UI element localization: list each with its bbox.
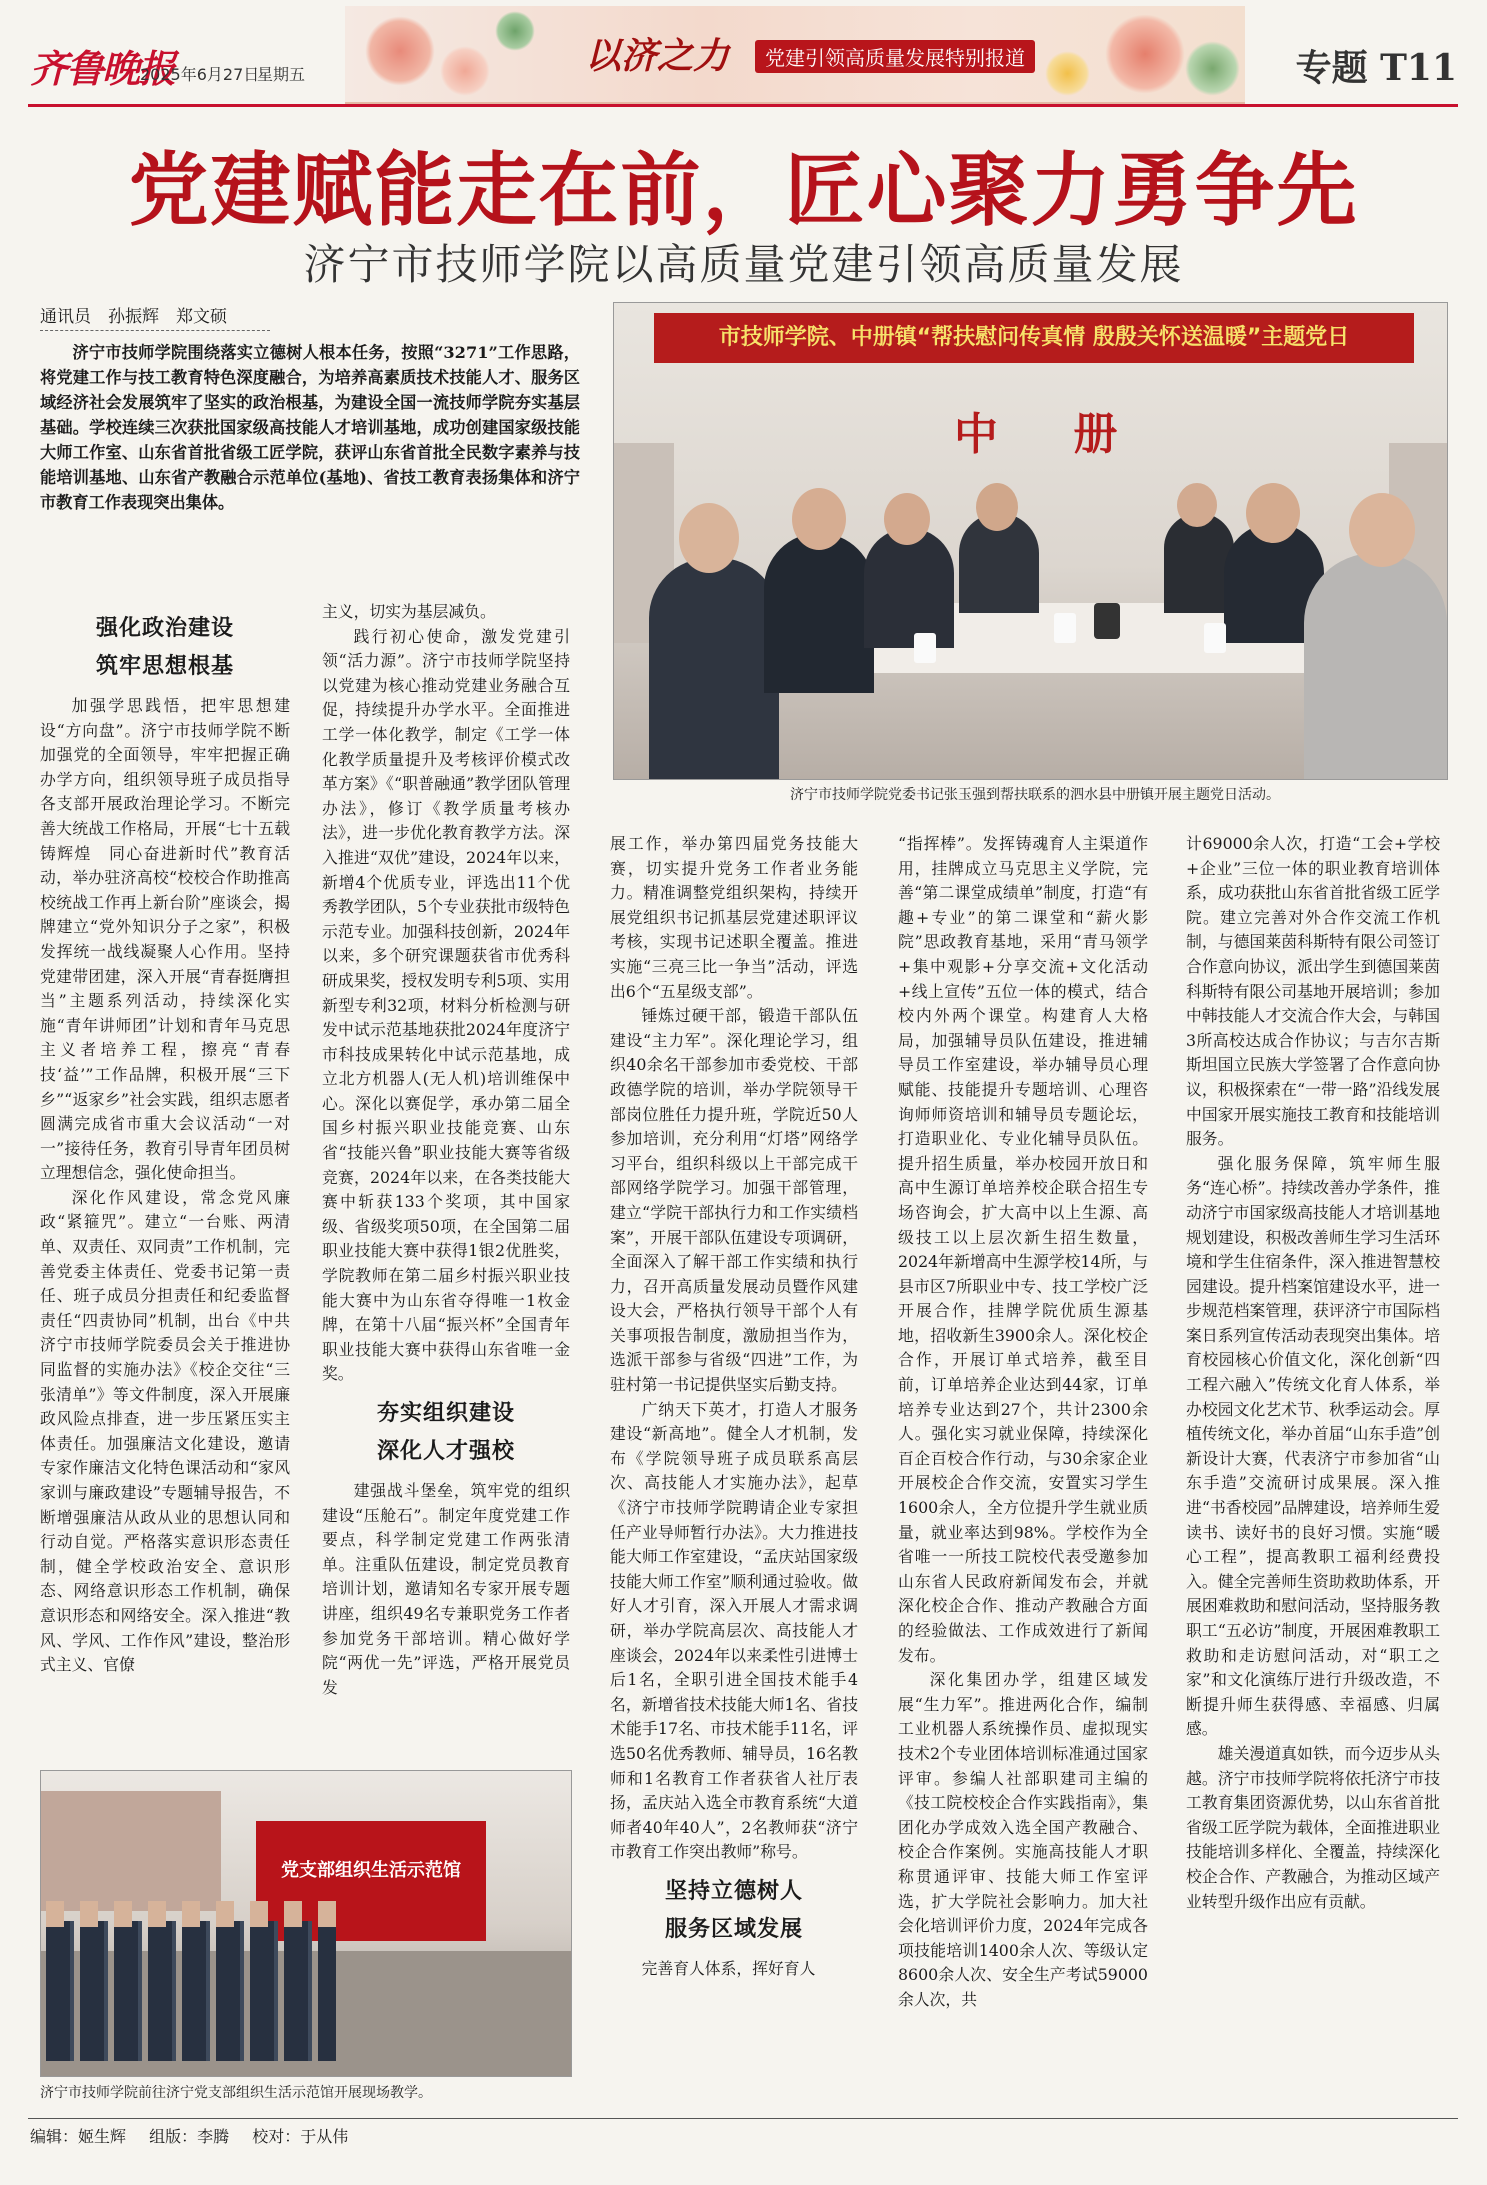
paragraph: 建强战斗堡垒，筑牢党的组织建设“压舱石”。制定年度党建工作要点，科学制定党建工作两张清单。注重队伍建设，制定党员教育培训计划，邀请知名专家开展专题讲座，组织49名专兼职党务工作者参加党务干部培训。精心做好学院“两优一先”评选，严格开展党员发 [322,1481,570,1697]
section-tag: 专题 T11 [1295,47,1457,89]
headline: 党建赋能走在前，匠心聚力勇争先 [128,143,1359,237]
paragraph: 展工作，举办第四届党务技能大赛，切实提升党务工作者业务能力。精准调整党组织架构，持续开展党组织书记抓基层党建述职评议考核，实现书记述职全覆盖。推进实施“三亮三比一争当”活动，评选出6个“五星级支部”。 [610,834,858,1001]
paragraph: 深化集团办学，组建区域发展“生力军”。推进两化合作，编制工业机器人系统操作员、虚拟现实技术2个专业团体培训标准通过国家评审。参编人社部职建司主编的《技工院校校企合作实践指南》，集团化办学成效入选全国产教融合、校企合作案例。实施高技能人才职称贯通评审、技能大师工作室评选，扩大学院社会影响力。加大社会化培训评价力度，2024年完成各项技能培训1400余人次、等级认定8600余人次、安全生产考试59000余人次，共 [898,1670,1148,2009]
paragraph: 完善育人体系，挥好育人 [641,1958,816,1978]
article-column-3 [610,832,858,1982]
exhibit-sign: 党支部组织生活示范馆 [281,1860,461,1881]
photo2-caption: 济宁市技师学院前往济宁党支部组织生活示范馆开展现场教学。 [40,2085,432,2101]
paragraph: 锤炼过硬干部，锻造干部队伍建设“主力军”。深化理论学习，组织40余名干部参加市委党校、干部政德学院的培训，举办学院领导干部岗位胜任力提升班，学院近50人参加培训，充分利用“灯塔”网络学习平台，组织科级以上干部完成干部网络学院学习。加强干部管理，建立“学院干部执行力和工作实绩档案”，开展干部队伍建设专项调研，全面深入了解干部工作实绩和执行力，召开高质量发展动员暨作风建设大会，严格执行领导干部个人有关事项报告制度，激励担当作为，选派干部参与省级“四进”工作，为驻村第一书记提供坚实后勤支持。 [610,1006,858,1395]
lead-paragraph: 济宁市技师学院围绕落实立德树人根本任务，按照“3271”工作思路，将党建工作与技工教育特色深度融合，为培养高素质技术技能人才、服务区域经济社会发展筑牢了坚实的政治根基，为建设全国一流技师学院夯实基层基础。学校连续三次获批国家级高技能人才培训基地，成功创建国家级技能大师工作室、山东省首批省级工匠学院，获评山东省首批全民数字素养与技能培训基地、山东省产教融合示范单位(基地)、省技工教育表扬集体和济宁市教育工作表现突出集体。 [40,343,580,512]
meeting-banner: 市技师学院、中册镇“帮扶慰问传真情 殷殷关怀送温暖”主题党日 [654,313,1414,363]
banner-subtitle: 党建引领高质量发展特别报道 [755,40,1035,73]
section-title-politics: 强化政治建设 筑牢思想根基 [95,616,234,679]
paragraph: 深化作风建设，常念党风廉政“紧箍咒”。建立“一台账、两清单、双责任、双同责”工作机制，完善党委主体责任、党委书记第一责任、班子成员分担责任和纪委监督责任“四责协同”机制，出台《中共济宁市技师学院委员会关于推进协同监督的实施办法》《校企交往“三张清单”》等文件制度，深入开展廉政风险点排查，进一步压紧压实主体责任。加强廉洁文化建设，邀请专家作廉洁文化特色课活动和“家风家训与廉政建设”专题辅导报告，不断增强廉洁从政从业的思想认同和行动自觉。严格落实意识形态责任制，健全学校政治安全、意识形态、网络意识形态工作机制，确保意识形态和网络安全。深入推进“教风、学风、工作作风”建设，整治形式主义、官僚 [40,1187,290,1675]
photo-site-teaching [40,1770,572,2077]
layout-credit: 组版：李腾 [149,2127,230,2146]
article-column-2 [322,600,570,1700]
section-title-education: 坚持立德树人 服务区域发展 [664,1878,803,1942]
section-title-organization: 夯实组织建设 深化人才强校 [376,1401,515,1464]
issue-date: 2025年6月27日 [140,65,260,84]
header-rule [28,104,1458,107]
article-column-5 [1186,832,1440,1914]
paragraph: “指挥棒”。发挥铸魂育人主渠道作用，挂牌成立马克思主义学院，完善“第二课堂成绩单”制度，打造“有趣+专业”的第二课堂和“薪火影院”思政教育基地，采用“青马领学+集中观影+分享交流+文化活动+线上宣传”五位一体的模式，结合校内外两个课堂。构建育人大格局，加强辅导员队伍建设，推进辅导员工作室建设，举办辅导员心理赋能、技能提升专题培训、心理咨询师师资培训和辅导员专题论坛，打造职业化、专业化辅导员队伍。提升招生质量，举办校园开放日和高中生源订单培养校企联合招生专场咨询会，扩大高中以上生源、高级技工以上层次新生招生数量，2024年新增高中生源学校14所，与县市区7所职业中专、技工学校广泛开展合作，挂牌学院优质生源基地，招收新生3900余人。深化校企合作，开展订单式培养，截至目前，订单培养企业达到44家，订单培养专业达到27个，共计2300余人。强化实习就业保障，持续深化百企百校合作行动，与30余家企业开展校企合作交流，安置实习学生1600余人，全方位提升学生就业质量，就业率达到98%。学校作为全省唯一一所技工院校代表受邀参加山东省人民政府新闻发布会，并就深化校企合作、推动产教融合方面的经验做法、工作成效进行了新闻发布。 [898,834,1148,1665]
paragraph: 践行初心使命，激发党建引领“活力源”。济宁市技师学院坚持以党建为核心推动党建业务融合互促，持续提升办学水平。全面推进工学一体化教学，制定《工学一体化教学质量提升及考核评价模式改革方案》《“职普融通”教学团队管理办法》，修订《教学质量考核办法》，进一步优化教育教学方法。深入推进“双优”建设，2024年以来，新增4个优质专业，评选出11个优秀教学团队，5个专业获批市级特色示范专业。加强科技创新，2024年以来，多个研究课题获省市优秀科研成果奖，授权发明专利5项、实用新型专利32项，材料分析检测与研发中试示范基地获批2024年度济宁市科技成果转化中试示范基地，成立北方机器人(无人机)培训维保中心。深化以赛促学，承办第二届全国乡村振兴职业技能竞赛、山东省“技能兴鲁”职业技能大赛等省级竞赛，2024年以来，在各类技能大赛中斩获133个奖项，其中国家级、省级奖项50项，在全国第二届职业技能大赛中获得1银2优胜奖，学院教师在第二届乡村振兴职业技能大赛中为山东省夺得唯一1枚金牌，在第十八届“振兴杯”全国青年职业技能大赛中获得山东省唯一金奖。 [322,626,570,1384]
paragraph: 强化服务保障，筑牢师生服务“连心桥”。持续改善办学条件，推动济宁市国家级高技能人才培训基地规划建设，积极改善师生学习生活环境和学生住宿条件，深入推进智慧校园建设。提升档案馆建设水平，进一步规范档案管理，获评济宁市国际档案日系列宣传活动表现突出集体。培育校园核心价值文化，深化创新“四工程六融入”传统文化育人体系，举办校园文化艺术节、秋季运动会。厚植传统文化，举办首届“山东手造”创新设计大赛，代表济宁市参加省“山东手造”交流研讨成果展。深入推进“书香校园”品牌建设，培养师生爱读书、读好书的良好习惯。实施“暖心工程”，提高教职工福利经费投入。健全完善师生资助救助体系，开展困难救助和慰问活动，坚持服务教职工“五必访”制度，开展困难教职工救助和走访慰问活动，对“职工之家”和文化演练厅进行升级改造，不断提升师生获得感、幸福感、归属感。 [1186,1153,1440,1739]
wall-logo-text: 中 册 [954,409,1148,460]
credits [30,2124,366,2147]
byline-divider [40,330,270,331]
masthead-logo: 齐鲁晚报 [30,46,175,91]
editor-credit: 编辑：姬生辉 [30,2127,127,2146]
byline: 通讯员 孙振辉 郑文硕 [40,307,227,327]
banner-title: 以济之力 [585,35,730,77]
paragraph: 主义，切实为基层减负。 [322,602,496,621]
footer-rule [28,2118,1458,2119]
article-column-1 [40,602,290,1678]
proof-credit: 校对：于从伟 [252,2127,349,2146]
paragraph: 广纳天下英才，打造人才服务建设“新高地”。健全人才机制，发布《学院领导班子成员联系高层次、高技能人才实施办法》，起草《济宁市技师学院聘请企业专家担任产业导师暂行办法》。大力推进技能大师工作室建设，“孟庆站国家级技能大师工作室”顺利通过验收。做好人才引育，深入开展人才需求调研，举办学院高层次、高技能人才座谈会，2024年以来柔性引进博士后1名，全职引进全国技术能手4名，新增省技术技能大师1名、省技术能手17名、市技术能手11名，评选50名优秀教师、辅导员，16名教师和1名教育工作者获省人社厅表扬，孟庆站入选全市教育系统“大道师者40年40人”，2名教师获“济宁市教育工作突出教师”称号。 [610,1399,858,1862]
article-column-4 [898,832,1148,2013]
subheadline: 济宁市技师学院以高质量党建引领高质量发展 [303,240,1184,289]
paragraph: 雄关漫道真如铁，而今迈步从头越。济宁市技师学院将依托济宁市技工教育集团资源优势，以山东省首批省级工匠学院为载体，全面推进职业技能培训多样化、全覆盖，持续深化校企合作、产教融合，为推动区域产业转型升级作出应有贡献。 [1186,1743,1440,1911]
paragraph: 计69000余人次，打造“工会+学校+企业”三位一体的职业教育培训体系，成功获批山东省首批省级工匠学院。建立完善对外合作交流工作机制，与德国莱茵科斯特有限公司签订合作意向协议，派出学生到德国莱茵科斯特有限公司基地开展培训；参加中韩技能人才交流合作大会，与韩国3所高校达成合作协议；与吉尔吉斯斯坦国立民族大学签署了合作意向协议，积极探索在“一带一路”沿线发展中国家开展实施技工教育和技能培训服务。 [1186,834,1440,1149]
issue-weekday: 星期五 [257,65,306,84]
paragraph: 加强学思践悟，把牢思想建设“方向盘”。济宁市技师学院不断加强党的全面领导，牢牢把握正确办学方向，组织领导班子成员指导各支部开展政治理论学习。不断完善大统战工作格局，开展“七十五载铸辉煌 同心奋进新时代”教育活动，举办驻济高校“校校合作助推高校统战工作再上新台阶”座谈会，揭牌建立“党外知识分子之家”，积极发挥统一战线凝聚人心作用。坚持党建带团建，深入开展“青春挺膺担当”主题系列活动，持续深化实施“青年讲师团”计划和青年马克思主义者培养工程，擦亮“青春技‘益’”工作品牌，积极开展“三下乡”“返家乡”社会实践，组织志愿者圆满完成省市重大会议活动“一对一”接待任务，教育引导青年团员树立理想信念，强化使命担当。 [40,696,290,1183]
special-report-banner [345,6,1245,104]
photo1-caption: 济宁市技师学院党委书记张玉强到帮扶联系的泗水县中册镇开展主题党日活动。 [790,787,1280,803]
photo-party-day-meeting [613,302,1448,780]
